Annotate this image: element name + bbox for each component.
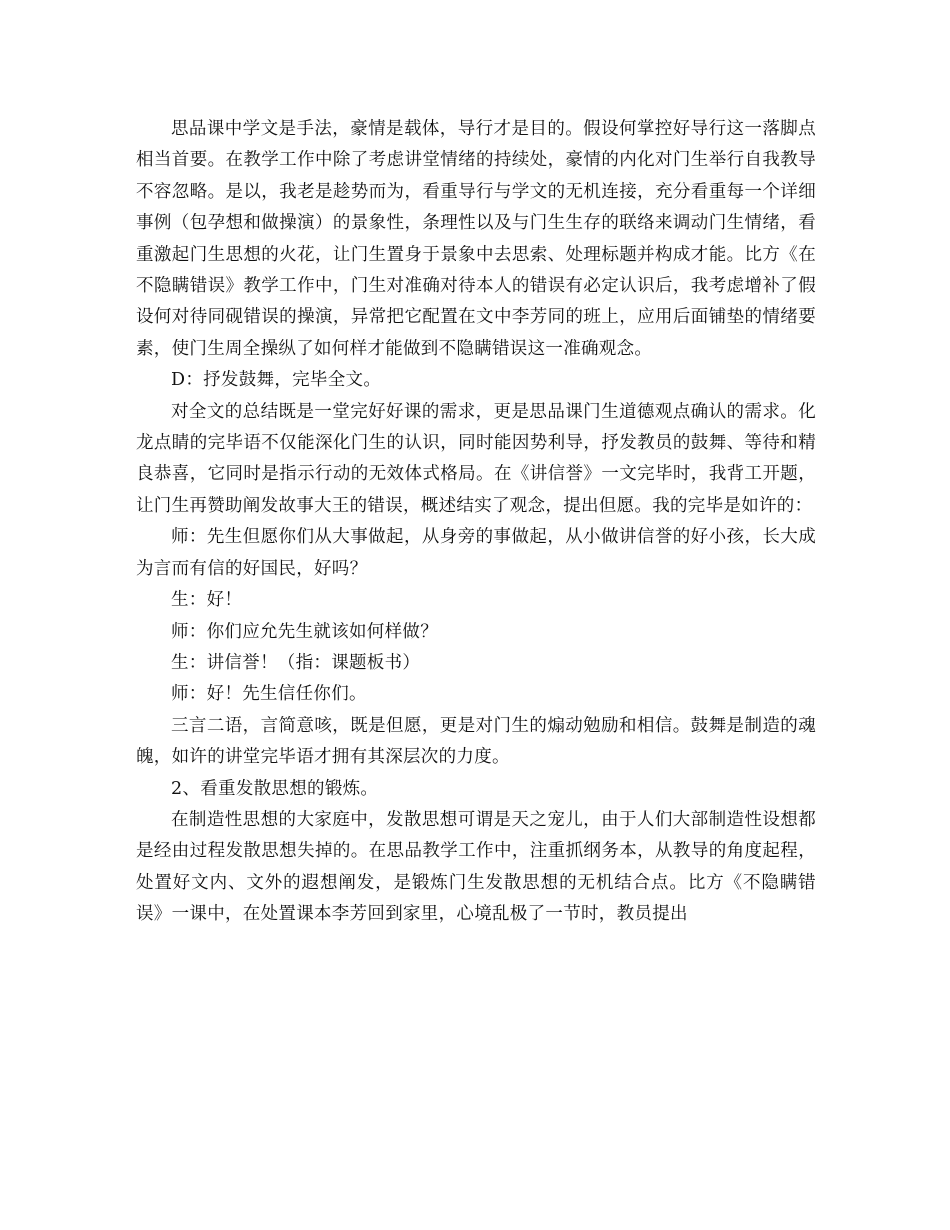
paragraph-dialogue-teacher-3: 师：好！先生信任你们。 [171,684,367,705]
paragraph-dialogue-student-2: 生：讲信誉！（指：课题板书） [171,652,421,673]
paragraph-moral-guidance: 思品课中学文是手法，豪情是载体，导行才是目的。假设何掌控好导行这一落脚点相当首要。在教学工作中除了考虑讲堂情绪的持续处，豪情的内化对门生举行自我教导不容忽略。是以，我老是趁势而为，看重导行与学文的无机连接，充分看重每一个详细事例（包孕想和做操演）的景象性，条理性以及与门生生存的联络来调动门生情绪，看重激起门生思想的火花，让门生置身于景象中去思索、处理标题并构成才能。比方《在不隐瞒错误》教学工作中，门生对准确对待本人的错误有必定认识后，我考虑增补了假设何对待同砚错误的操演，异常把它配置在文中李芳同的班上，应用后面铺垫的情绪要素，使门生周全操纵了如何样才能做到不隐瞒错误这一准确观念。 [136,119,816,359]
paragraph-dialogue-teacher-1: 师：先生但愿你们从大事做起，从身旁的事做起，从小做讲信誉的好小孩，长大成为言而有信的好国民，好吗？ [136,527,816,579]
paragraph-heading-d: D：抒发鼓舞，完毕全文。 [171,370,382,391]
paragraph-conclusion: 三言二语，言简意咳，既是但愿，更是对门生的煽动勉励和相信。鼓舞是制造的魂魄，如许的讲堂完毕语才拥有其深层次的力度。 [136,715,816,768]
paragraph-heading-2: 2、看重发散思想的锻炼。 [171,778,379,799]
document-body [136,114,816,931]
paragraph-summary: 对全文的总结既是一堂完好好课的需求，更是思品课门生道德观点确认的需求。化龙点睛的完毕语不仅能深化门生的认识，同时能因势利导，抒发教员的鼓舞、等待和精良恭喜，它同时是指示行动的无效体式格局。在《讲信誉》一文完毕时，我背工开题，让门生再赞助阐发故事大王的错误，概述结实了观念，提出但愿。我的完毕是如许的： [136,401,816,516]
paragraph-dialogue-student-1: 生：好！ [171,590,243,611]
paragraph-dialogue-teacher-2: 师：你们应允先生就该如何样做？ [171,621,438,642]
paragraph-divergent-thinking: 在制造性思想的大家庭中，发散思想可谓是天之宠儿，由于人们大部制造性设想都是经由过程发散思想失掉的。在思品教学工作中，注重抓纲务本，从教导的角度起程，处置好文内、文外的遐想阐发，是锻炼门生发散思想的无机结合点。比方《不隐瞒错误》一课中，在处置课本李芳回到家里，心境乱极了一节时，教员提出 [136,809,816,925]
